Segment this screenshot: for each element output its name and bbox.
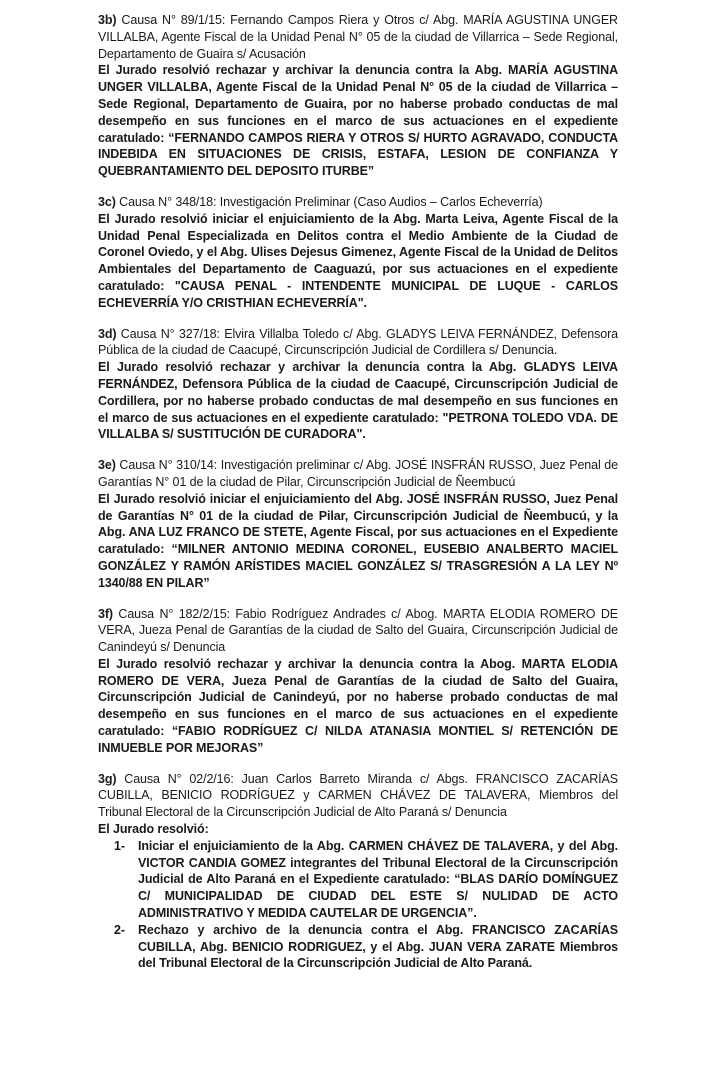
case-section-3d (98, 326, 618, 444)
list-item (98, 838, 618, 922)
case-label: 3b) (98, 13, 117, 27)
resolution-list (98, 838, 618, 972)
case-resolution: El Jurado resolvió rechazar y archivar la denuncia contra la Abg. GLADYS LEIVA FERNÁNDEZ, Defensora Pública de la ciudad de Caacupé, Circunscripción Judicial de Cordillera, por no haberse probado conductas de mal desempeño en sus funciones en el marco de sus actuaciones en el expediente caratulado: "PETRONA TOLEDO VDA. DE VILLALBA S/ SUSTITUCIÓN DE CURADORA". (98, 360, 618, 442)
case-label: 3c) (98, 194, 116, 209)
case-section-3c (98, 194, 618, 312)
list-item-marker: 2- (114, 922, 125, 937)
list-item (98, 922, 618, 972)
case-label: 3g) (98, 771, 117, 786)
case-resolution: El Jurado resolvió iniciar el enjuiciamiento del Abg. JOSÉ INSFRÁN RUSSO, Juez Penal de Garantías N° 01 de la ciudad de Pilar, Circunscripción Judicial de Ñeembucú, y la Abg. ANA LUZ FRANCO DE STETE, Agente Fiscal, por sus actuaciones en el Expediente caratulado: “MILNER ANTONIO MEDINA CORONEL, EUSEBIO ANALBERTO MACIEL GONZÁLEZ Y RAMÓN ARÍSTIDES MACIEL GONZÁLEZ S/ TRASGRESIÓN A LA LEY Nº 1340/88 EN PILAR” (98, 491, 618, 590)
case-resolution: El Jurado resolvió rechazar y archivar la denuncia contra la Abog. MARTA ELODIA ROMERO DE VERA, Jueza Penal de Garantías de la ciudad de Salto del Guaira, Circunscripción Judicial de Canindeyú, por no haberse probado conductas de mal desempeño en sus funciones en el marco de sus actuaciones en el expediente caratulado: “FABIO RODRÍGUEZ C/ NILDA ATANASIA MONTIEL S/ RETENCIÓN DE INMUEBLE POR MEJORAS” (98, 656, 618, 755)
case-header-text: Causa N° 348/18: Investigación Preliminar (Caso Audios – Carlos Echeverría) (119, 194, 543, 209)
case-resolution-intro: El Jurado resolvió: (98, 822, 209, 837)
case-header-text: Causa N° 02/2/16: Juan Carlos Barreto Miranda c/ Abgs. FRANCISCO ZACARÍAS CUBILLA, BENICIO RODRÍGUEZ y CARMEN CHÁVEZ DE TALAVERA, Miembros del Tribunal Electoral de la Circunscripción Judicial de Alto Paraná s/ Denuncia (98, 771, 618, 820)
list-item-marker: 1- (114, 838, 125, 853)
case-label: 3d) (98, 326, 117, 341)
case-resolution: El Jurado resolvió rechazar y archivar la denuncia contra la Abg. MARÍA AGUSTINA UNGER VILLALBA, Agente Fiscal de la Unidad Penal N° 05 de la ciudad de Villarrica – Sede Regional, Departamento de Guaira, por no haberse probado conductas de mal desempeño en sus funciones en el marco de sus actuaciones en el expediente caratulado: “FERNANDO CAMPOS RIERA Y OTROS S/ HURTO AGRAVADO, CONDUCTA INDEBIDA EN SITUACIONES DE CRISIS, ESTAFA, LESION DE CONFIANZA Y QUEBRANTAMIENTO DEL DEPOSITO ITURBE” (98, 63, 618, 179)
case-section-3g (98, 771, 618, 973)
case-header-text: Causa N° 89/1/15: Fernando Campos Riera y Otros c/ Abg. MARÍA AGUSTINA UNGER VILLALBA, Agente Fiscal de la Unidad Penal N° 05 de la ciudad de Villarrica – Sede Regional, Departamento de Guaira s/ Acusación (98, 13, 618, 61)
case-resolution: El Jurado resolvió iniciar el enjuiciamiento de la Abg. Marta Leiva, Agente Fiscal de la Unidad Penal Especializada en Delitos contra el Medio Ambiente de la Ciudad de Coronel Oviedo, y el Abg. Ulises Dejesus Gimenez, Agente Fiscal de la Unidad de Delitos Ambientales del Departamento de Caaguazú, por sus actuaciones en el expediente caratulado: "CAUSA PENAL - INTENDENTE MUNICIPAL DE LUQUE - CARLOS ECHEVERRÍA Y/O CRISTHIAN ECHEVERRÍA". (98, 211, 618, 310)
case-header (98, 771, 618, 821)
list-item-text: Iniciar el enjuiciamiento de la Abg. CARMEN CHÁVEZ DE TALAVERA, y del Abg. VICTOR CANDIA GOMEZ integrantes del Tribunal Electoral de la Circunscripción Judicial de Alto Paraná en el Expediente caratulado: “BLAS DARÍO DOMÍNGUEZ C/ MUNICIPALIDAD DE CIUDAD DEL ESTE S/ NULIDAD DE ACTO ADMINISTRATIVO Y MEDIDA CAUTELAR DE URGENCIA”. (138, 838, 618, 921)
case-header (98, 12, 618, 62)
case-section-3e (98, 457, 618, 591)
case-header-text: Causa N° 327/18: Elvira Villalba Toledo c/ Abg. GLADYS LEIVA FERNÁNDEZ, Defensora Pública de la ciudad de Caacupé, Circunscripción Judicial de Cordillera s/ Denuncia. (98, 326, 618, 358)
case-header (98, 194, 618, 211)
list-item-text: Rechazo y archivo de la denuncia contra el Abg. FRANCISCO ZACARÍAS CUBILLA, Abg. BENICIO RODRIGUEZ, y el Abg. JUAN VERA ZARATE Miembros del Tribunal Electoral de la Circunscripción Judicial de Alto Paraná. (138, 922, 618, 971)
case-header (98, 606, 618, 656)
case-section-3f (98, 606, 618, 757)
case-label: 3e) (98, 458, 116, 473)
case-header-text: Causa N° 182/2/15: Fabio Rodríguez Andrades c/ Abog. MARTA ELODIA ROMERO DE VERA, Jueza Penal de Garantías de la ciudad de Salto del Guaira, Circunscripción Judicial de Canindeyú s/ Denuncia (98, 606, 618, 655)
case-header (98, 326, 618, 360)
case-header-text: Causa N° 310/14: Investigación preliminar c/ Abg. JOSÉ INSFRÁN RUSSO, Juez Penal de Garantías N° 01 de la ciudad de Pilar, Circunscripción Judicial de Ñeembucú (98, 458, 619, 489)
case-label: 3f) (98, 606, 113, 621)
case-header (98, 457, 618, 491)
case-section-3b (98, 12, 618, 180)
